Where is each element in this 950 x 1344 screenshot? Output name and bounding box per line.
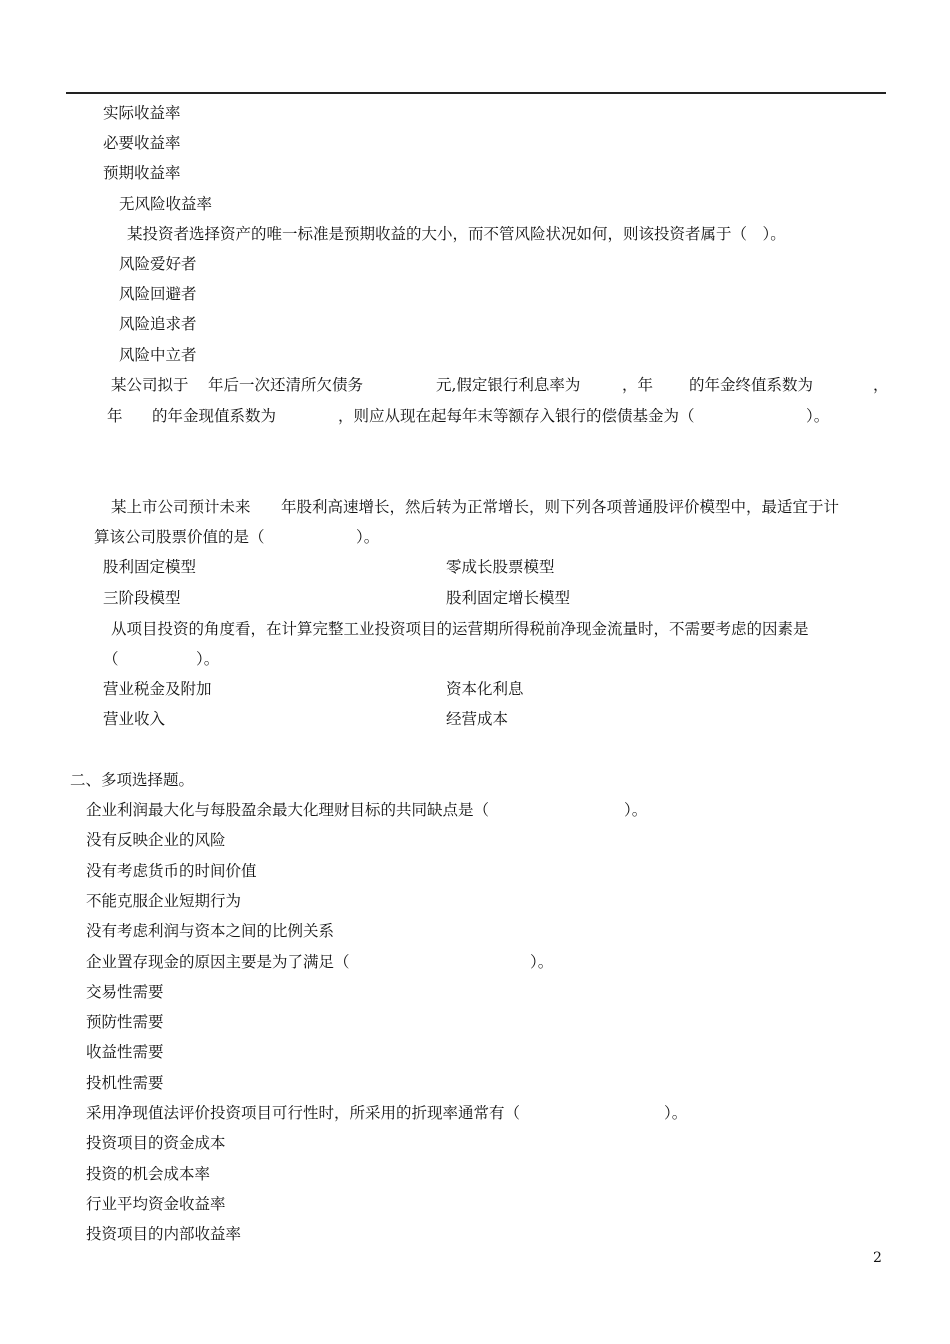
option-revenue: 营业收入 <box>103 710 166 728</box>
option-zero-growth: 零成长股票模型 <box>446 558 555 576</box>
option-fixed-dividend: 股利固定模型 <box>103 558 197 576</box>
option-business-tax: 营业税金及附加 <box>103 680 212 698</box>
question-fund-line1-e: 的年金终值系数为 <box>689 376 814 394</box>
question-fund-line2-a: 年 <box>107 407 123 425</box>
question-cash-line1: 从项目投资的角度看，在计算完整工业投资项目的运营期所得税前净现金流量时，不需要考虑的因素是 <box>111 620 809 638</box>
option-riskfree-return: 无风险收益率 <box>119 195 213 213</box>
question-fund-line1-f: ， <box>873 376 889 394</box>
option-speculative-need: 投机性需要 <box>86 1074 164 1092</box>
option-risk-neutral: 风险中立者 <box>119 346 197 364</box>
option-opportunity-cost: 投资的机会成本率 <box>86 1165 211 1183</box>
option-profit-capital-ratio: 没有考虑利润与资本之间的比例关系 <box>86 922 335 940</box>
question-fund-line2-d: ）。 <box>806 407 830 425</box>
option-capital-cost: 投资项目的资金成本 <box>86 1134 226 1152</box>
question-stock-line2-b: ）。 <box>356 528 380 546</box>
section-heading-multiple-choice: 二、多项选择题。 <box>70 771 195 789</box>
option-risk-lover: 风险爱好者 <box>119 255 197 273</box>
option-transaction-need: 交易性需要 <box>86 983 164 1001</box>
question-npv-stem-a: 采用净现值法评价投资项目可行性时，所采用的折现率通常有（ <box>86 1104 521 1122</box>
question-stock-line1-a: 某上市公司预计未来 <box>111 498 251 516</box>
question-goal-stem-a: 企业利润最大化与每股盈余最大化理财目标的共同缺点是（ <box>86 801 490 819</box>
question-risk-stem: 某投资者选择资产的唯一标准是预期收益的大小，而不管风险状况如何，则该投资者属于（ ）。 <box>127 225 786 243</box>
question-stock-line2-a: 算该公司股票价值的是（ <box>94 528 265 546</box>
question-fund-line1-b: 年后一次还清所欠债务 <box>208 376 364 394</box>
option-three-stage: 三阶段模型 <box>103 589 181 607</box>
question-fund-line1-d: ，年 <box>622 376 654 394</box>
question-fund-line2-c: ，则应从现在起每年末等额存入银行的偿债基金为（ <box>338 407 695 425</box>
option-risk-seeker: 风险追求者 <box>119 315 197 333</box>
question-cash-line2-b: ）。 <box>196 650 220 668</box>
question-fund-line1-c: 元,假定银行利息率为 <box>436 376 581 394</box>
option-short-term: 不能克服企业短期行为 <box>86 892 242 910</box>
question-hold-stem-b: ）。 <box>530 953 554 971</box>
option-risk-averse: 风险回避者 <box>119 285 197 303</box>
option-no-risk: 没有反映企业的风险 <box>86 831 226 849</box>
option-precaution-need: 预防性需要 <box>86 1013 164 1031</box>
header-rule <box>66 92 886 94</box>
question-goal-stem-b: ）。 <box>624 801 648 819</box>
question-stock-line1-b: 年股利高速增长，然后转为正常增长，则下列各项普通股评价模型中，最适宜于计 <box>281 498 840 516</box>
question-fund-line2-b: 的年金现值系数为 <box>152 407 277 425</box>
option-industry-average: 行业平均资金收益率 <box>86 1195 226 1213</box>
option-operating-cost: 经营成本 <box>446 710 509 728</box>
option-internal-rate: 投资项目的内部收益率 <box>86 1225 242 1243</box>
option-earning-need: 收益性需要 <box>86 1043 164 1061</box>
option-capitalized-interest: 资本化利息 <box>446 680 524 698</box>
question-npv-stem-b: ）。 <box>664 1104 688 1122</box>
option-required-return: 必要收益率 <box>103 134 181 152</box>
option-expected-return: 预期收益率 <box>103 164 181 182</box>
page-number: 2 <box>873 1250 882 1266</box>
question-hold-stem-a: 企业置存现金的原因主要是为了满足（ <box>86 953 350 971</box>
question-fund-line1-a: 某公司拟于 <box>111 376 189 394</box>
option-no-time-value: 没有考虑货币的时间价值 <box>86 862 257 880</box>
option-actual-return: 实际收益率 <box>103 104 181 122</box>
option-constant-growth: 股利固定增长模型 <box>446 589 571 607</box>
question-cash-line2-a: （ <box>103 650 119 668</box>
